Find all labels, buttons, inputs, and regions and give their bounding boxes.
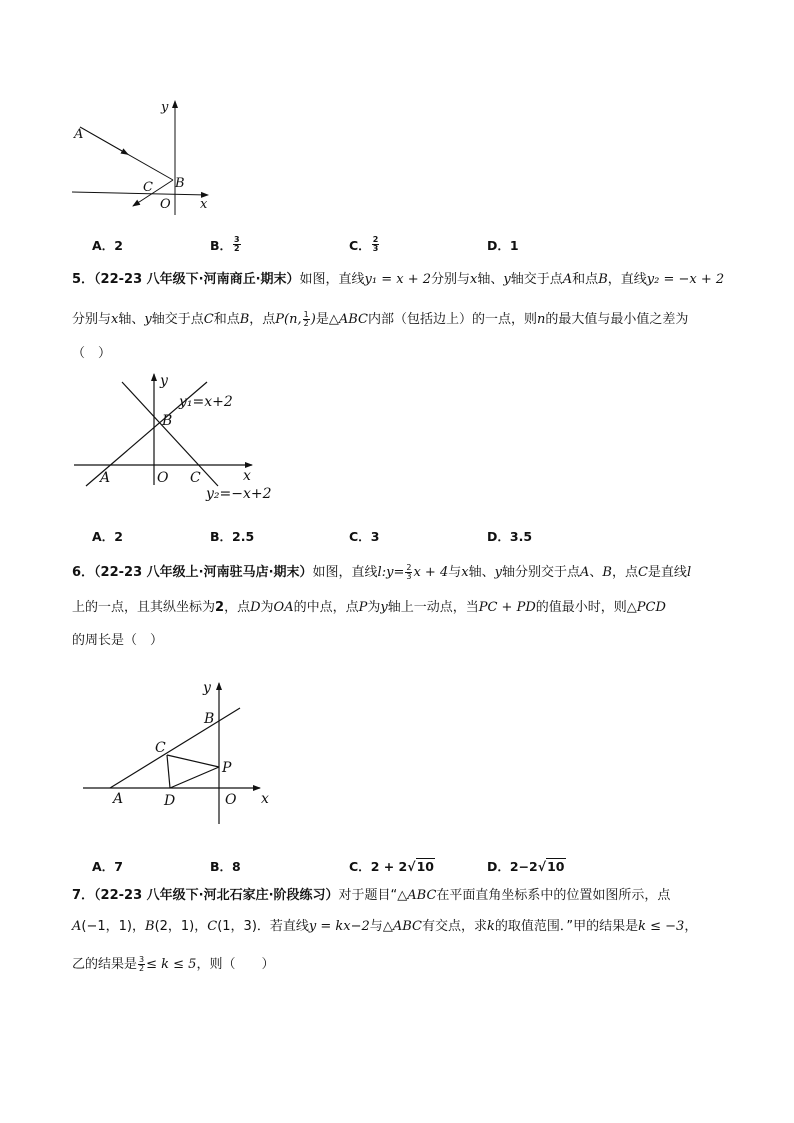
q5-line-2: 分别与x轴、y轴交于点C和点B，点P(n, $\frac{1}{2}$ )是△ABC内部（包括边上）的一点，则n的最大值与最小值之差为	[72, 310, 689, 328]
q4-label-C: C	[143, 180, 153, 195]
q6-option-c[interactable]: C．2 + 2√10	[349, 859, 435, 874]
q5-line-3: （ ）	[72, 346, 112, 361]
q6-label-P: P	[222, 760, 232, 776]
q4-option-c[interactable]: C． $\frac{2}{3}$	[349, 235, 379, 253]
q6-segment-cp	[167, 755, 219, 767]
q5-option-c[interactable]: C．3	[349, 529, 380, 544]
q6-option-b[interactable]: B．8	[210, 859, 241, 874]
q7-line-3: 乙的结果是 $\frac{3}{2}$ ≤ k ≤ 5，则（ ）	[72, 955, 275, 973]
q4-figure	[60, 95, 230, 220]
q4-label-B: B	[175, 176, 185, 191]
q5-label-A: A	[100, 470, 111, 486]
q6-line-2: 上的一点，且其纵坐标为2，点D为OA的中点，点P为y轴上一动点，当PC + PD的值最小时，则△PCD	[72, 600, 666, 615]
q4-label-x: x	[200, 197, 208, 212]
q5-figure	[70, 368, 285, 503]
q4-label-y: y	[161, 100, 169, 115]
q4-option-a[interactable]: A．2	[92, 238, 123, 253]
q6-label-x: x	[261, 791, 269, 807]
q5-option-a[interactable]: A．2	[92, 529, 123, 544]
q5-option-d[interactable]: D．3.5	[487, 529, 533, 544]
q5-label-B: B	[162, 413, 173, 429]
q6-label-O: O	[225, 792, 237, 808]
q4-x-axis	[72, 192, 208, 195]
q5-label-x: x	[243, 468, 251, 484]
q5-label-C: C	[190, 470, 201, 486]
q6-segment-dp	[170, 767, 219, 788]
q4-label-A: A	[74, 127, 84, 142]
q5-label-O: O	[157, 470, 169, 486]
q6-line-1: 6．（22-23 八年级上·河南驻马店·期末）如图，直线l:y= $\frac{2}{3}$ x + 4与x轴、y轴分别交于点A、B，点C是直线l	[72, 563, 692, 581]
q5-label-y2: y₂=−x+2	[206, 486, 272, 502]
q6-figure	[80, 677, 280, 827]
q6-label-y: y	[203, 680, 211, 696]
q6-option-d[interactable]: D．2−2√10	[487, 859, 565, 874]
q5-label-y: y	[160, 373, 168, 389]
q6-line-l	[110, 708, 240, 788]
q5-label-y1: y₁=x+2	[179, 394, 233, 410]
q6-label-C: C	[155, 740, 166, 756]
q7-line-2: A(−1，1)，B(2，1)，C(1，3)．若直线y = kx−2与△ABC有交点，求k的取值范围．”甲的结果是k ≤ −3，	[72, 919, 698, 934]
q6-label-D: D	[164, 793, 176, 809]
q6-label-B: B	[204, 711, 215, 727]
q4-label-O: O	[160, 197, 171, 212]
q4-ray-ab-arrow	[80, 127, 128, 154]
q6-option-a[interactable]: A．7	[92, 859, 123, 874]
q7-line-1: 7．（22-23 八年级下·河北石家庄·阶段练习）对于题目“△ABC在平面直角坐标系中的位置如图所示，点	[72, 888, 671, 903]
q5-line-1: 5．（22-23 八年级下·河南商丘·期末）如图，直线y₁ = x + 2分别与x轴、y轴交于点A和点B，直线y₂ = −x + 2	[72, 272, 725, 287]
q4-option-b[interactable]: B． $\frac{3}{2}$	[210, 235, 240, 253]
q6-line-3: 的周长是（ ）	[72, 633, 164, 648]
q5-option-b[interactable]: B．2.5	[210, 529, 255, 544]
q6-label-A: A	[113, 791, 124, 807]
q6-segment-cd	[167, 755, 170, 788]
q4-option-d[interactable]: D．1	[487, 238, 519, 253]
